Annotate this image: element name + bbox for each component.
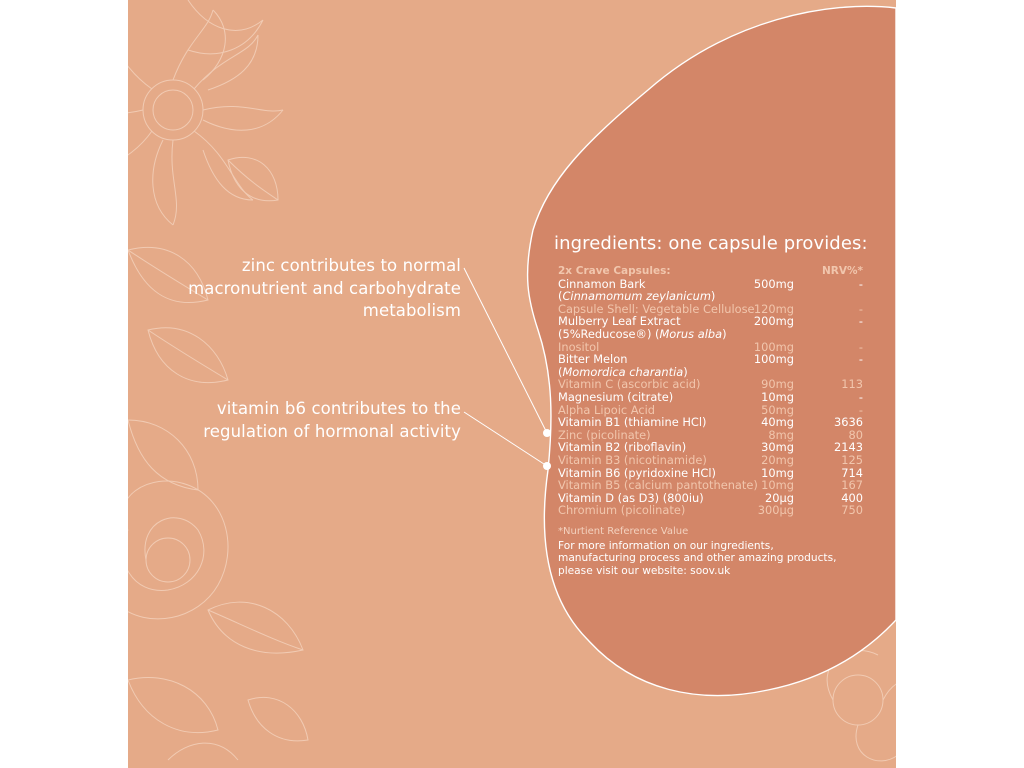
ingredients-table [558, 265, 866, 517]
ingredient-name: (5%Reducose®) (Morus alba) [558, 326, 727, 341]
table-row [558, 454, 866, 467]
ingredient-amount: 20mg [761, 452, 794, 467]
info-line: manufacturing process and other amazing products, [558, 552, 837, 565]
ingredient-amount: 8mg [768, 427, 794, 442]
ingredient-amount: 90mg [761, 377, 794, 392]
callout-line: vitamin b6 contributes to the [216, 399, 461, 418]
ingredient-nrv: - [858, 276, 863, 291]
ingredient-name: Cinnamon Bark [558, 276, 646, 291]
table-row [558, 416, 866, 429]
ingredient-nrv: 167 [841, 478, 863, 493]
ingredient-amount: 30mg [761, 440, 794, 455]
ingredient-name: Bitter Melon [558, 352, 628, 367]
header-label: 2x Crave Capsules: [558, 265, 671, 277]
table-row [558, 479, 866, 492]
callout-line: macronutrient and carbohydrate [188, 278, 461, 298]
ingredient-nrv: 125 [841, 452, 863, 467]
ingredient-name: Vitamin D (as D3) (800iu) [558, 490, 704, 505]
ingredient-name: Zinc (picolinate) [558, 427, 651, 442]
info-line: For more information on our ingredients, [558, 540, 774, 552]
table-row [558, 328, 866, 341]
ingredient-name: (Momordica charantia) [558, 364, 688, 379]
ingredient-nrv: - [858, 389, 863, 404]
callout-line: regulation of hormonal activity [203, 421, 461, 441]
ingredient-amount: 300µg [757, 503, 794, 518]
ingredient-nrv: - [858, 314, 863, 329]
website-info [558, 540, 836, 577]
panel-title: ingredients: one capsule provides: [554, 233, 868, 254]
ingredient-nrv: 400 [841, 490, 863, 505]
zinc-benefit-callout [188, 255, 461, 323]
ingredient-amount: 100mg [753, 339, 794, 354]
table-row [558, 391, 866, 404]
ingredient-nrv: - [858, 301, 863, 316]
ingredient-name: Vitamin B3 (nicotinamide) [558, 452, 707, 467]
ingredient-name: (Cinnamomum zeylanicum) [558, 289, 716, 304]
ingredient-amount: 10mg [761, 478, 794, 493]
header-nrv: NRV%* [821, 265, 863, 277]
table-row [558, 290, 866, 303]
ingredient-amount: 120mg [753, 301, 794, 316]
callout-line: zinc contributes to normal [241, 256, 461, 275]
ingredient-name: Vitamin B2 (riboflavin) [558, 440, 687, 455]
ingredient-amount: 10mg [761, 465, 794, 480]
ingredient-nrv: 750 [841, 503, 863, 518]
ingredient-name: Vitamin B5 (calcium pantothenate) [558, 478, 758, 493]
product-infographic [128, 0, 896, 768]
ingredient-nrv: 80 [848, 427, 863, 442]
ingredient-amount: 500mg [753, 276, 794, 291]
ingredient-name: Capsule Shell: Vegetable Cellulose [558, 301, 755, 316]
zinc-pointer-dot [543, 429, 551, 437]
callout-line: metabolism [362, 301, 461, 320]
info-line: please visit our website: soov.uk [558, 564, 731, 577]
ingredient-nrv: 3636 [834, 415, 863, 430]
ingredient-amount: 20µg [765, 490, 794, 505]
ingredient-amount: 100mg [753, 352, 794, 367]
b6-benefit-callout [203, 398, 461, 443]
ingredient-nrv: - [858, 339, 863, 354]
ingredient-name: Magnesium (citrate) [558, 389, 674, 404]
table-row [558, 504, 866, 517]
ingredient-amount: 200mg [753, 314, 794, 329]
ingredient-nrv: - [858, 352, 863, 367]
ingredient-amount: 40mg [761, 415, 794, 430]
ingredient-amount: 50mg [761, 402, 794, 417]
b6-pointer-dot [543, 462, 551, 470]
ingredient-name: Inositol [558, 339, 600, 354]
table-header [558, 265, 866, 278]
ingredient-amount: 10mg [761, 389, 794, 404]
ingredient-nrv: 2143 [834, 440, 863, 455]
ingredient-nrv: 113 [841, 377, 863, 392]
ingredient-name: Vitamin B1 (thiamine HCl) [558, 415, 707, 430]
ingredient-name: Alpha Lipoic Acid [558, 402, 656, 417]
ingredient-name: Vitamin B6 (pyridoxine HCl) [558, 465, 716, 480]
ingredient-name: Vitamin C (ascorbic acid) [558, 377, 701, 392]
ingredient-name: Chromium (picolinate) [558, 503, 686, 518]
ingredient-name: Mulberry Leaf Extract [558, 314, 681, 329]
nrv-footnote: *Nurtient Reference Value [558, 526, 689, 537]
ingredient-nrv: - [858, 402, 863, 417]
ingredient-nrv: 714 [841, 465, 863, 480]
